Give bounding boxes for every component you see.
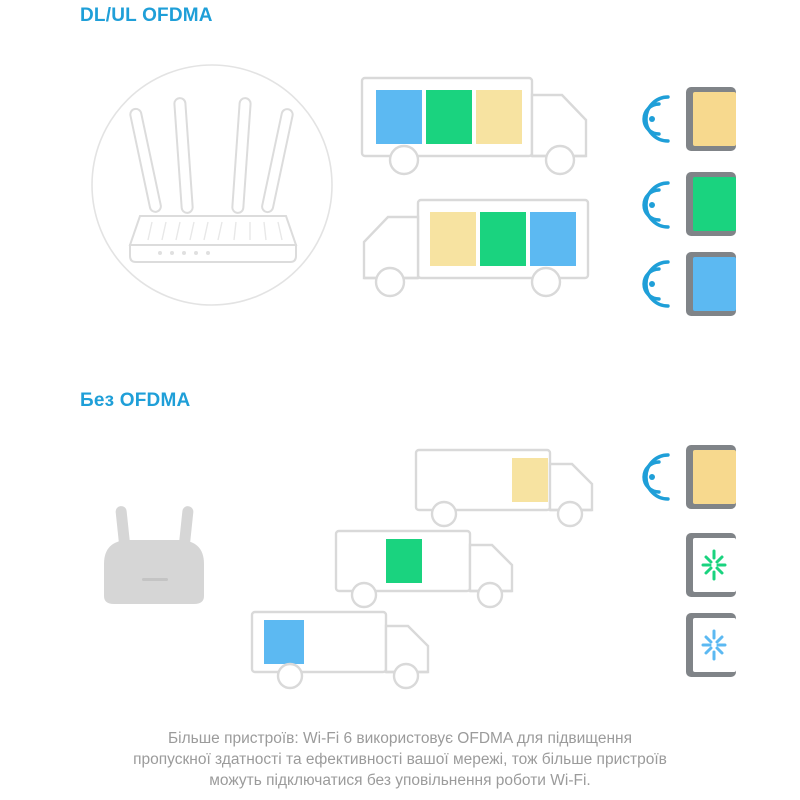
truck-wheel — [278, 664, 302, 688]
section-title-no-ofdma: Без OFDMA — [80, 390, 191, 411]
wifi-signal-icon — [644, 97, 668, 141]
phone-screen — [693, 538, 736, 592]
packet-block — [376, 90, 422, 144]
router-highlight-circle — [92, 65, 332, 305]
truck-ofdma-1 — [362, 78, 586, 174]
device-ofdma-3 — [644, 252, 736, 316]
packet-block — [430, 212, 476, 266]
device-ofdma-2 — [644, 172, 736, 236]
truck-wheel — [390, 146, 418, 174]
truck-wheel — [558, 502, 582, 526]
packet-block — [480, 212, 526, 266]
packet-block — [264, 620, 304, 664]
tablet-screen — [693, 92, 736, 146]
device-noofdma-3 — [686, 613, 736, 677]
tablet-screen — [693, 450, 736, 504]
wifi-signal-icon — [644, 262, 668, 306]
truck-noofdma-2 — [336, 531, 512, 607]
truck-ofdma-2 — [364, 200, 588, 296]
router-body-base — [130, 245, 296, 262]
truck-noofdma-1 — [416, 450, 592, 526]
truck-wheel — [432, 502, 456, 526]
router-body-top — [130, 216, 296, 245]
caption-line-3: можуть підключатися без уповільнення роботи Wi-Fi. — [209, 772, 591, 789]
packet-block — [476, 90, 522, 144]
packet-block — [530, 212, 576, 266]
caption-line-2: пропускної здатності та ефективності вашої мережі, тож більше пристроїв — [133, 751, 667, 768]
truck-wheel — [376, 268, 404, 296]
phone-screen — [693, 618, 736, 672]
caption-line-1: Більше пристроїв: Wi-Fi 6 використовує OFDMA для підвищення — [168, 730, 632, 747]
truck-wheel — [546, 146, 574, 174]
wifi-signal-icon — [644, 183, 668, 227]
section-title-ofdma: DL/UL OFDMA — [80, 5, 213, 26]
truck-wheel — [352, 583, 376, 607]
truck-wheel — [532, 268, 560, 296]
wifi-signal-icon — [644, 455, 668, 499]
device-noofdma-1 — [644, 445, 736, 509]
truck-noofdma-3 — [252, 612, 428, 688]
packet-block — [512, 458, 548, 502]
legacy-router-group — [104, 506, 204, 604]
truck-wheel — [478, 583, 502, 607]
phone-screen — [693, 177, 736, 231]
packet-block — [426, 90, 472, 144]
device-ofdma-1 — [644, 87, 736, 151]
caption-block — [60, 728, 740, 791]
device-noofdma-2 — [686, 533, 736, 597]
packet-block — [386, 539, 422, 583]
router-led-strip — [142, 578, 168, 581]
phone-screen — [693, 257, 736, 311]
truck-wheel — [394, 664, 418, 688]
legacy-router-body — [104, 540, 204, 604]
wifi6-router-group — [92, 65, 332, 305]
